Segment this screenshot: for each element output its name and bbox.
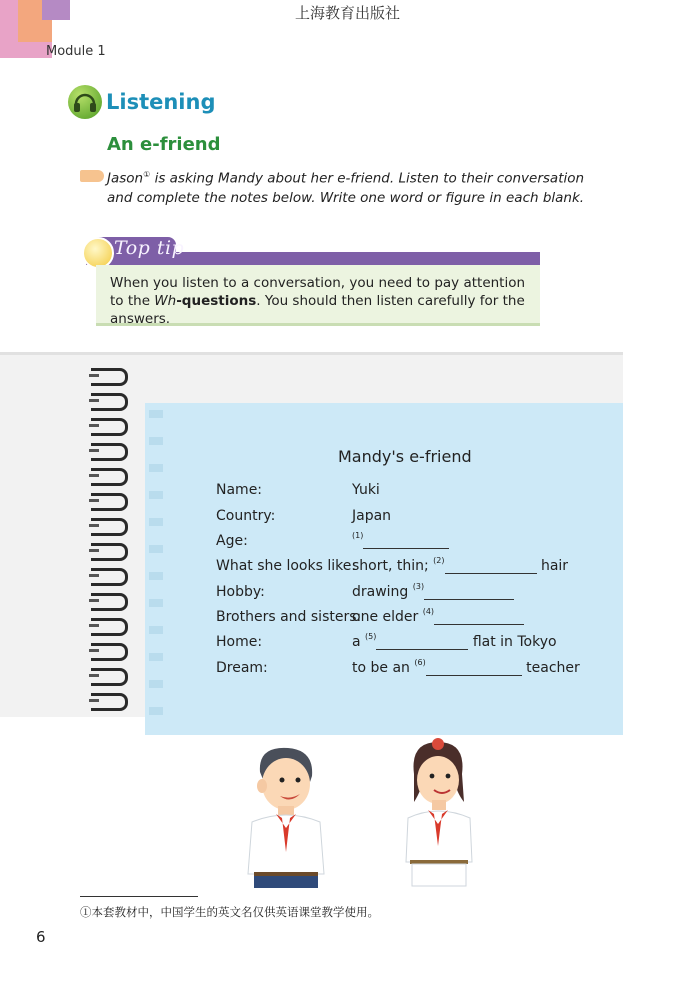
module-label: Module 1: [46, 44, 106, 59]
answer-blank-2[interactable]: [445, 559, 537, 574]
answer-blank-1[interactable]: [363, 534, 449, 549]
blank-number: (2): [433, 556, 445, 565]
note-value: drawing: [352, 584, 413, 600]
note-value: Japan: [352, 508, 392, 524]
answer-blank-5[interactable]: [376, 635, 468, 650]
note-suffix: flat in Tokyo: [468, 634, 557, 650]
note-label: What she looks like:: [216, 558, 357, 574]
tip-text-part2: . You should then listen carefully for the answers.: [110, 293, 525, 327]
note-label: Dream:: [216, 660, 268, 676]
section-subtitle: An e-friend: [107, 134, 221, 155]
instruction-marker-icon: [80, 170, 104, 182]
note-value: short, thin;: [352, 558, 434, 574]
boy-illustration: [238, 742, 330, 890]
note-suffix: hair: [536, 558, 569, 574]
note-label: Name:: [216, 482, 263, 498]
answer-blank-6[interactable]: [426, 661, 522, 676]
tip-band: [150, 252, 540, 265]
instructions: [107, 165, 597, 208]
note-label: Hobby:: [216, 584, 265, 600]
note-value: a: [352, 634, 366, 650]
tip-label: Top tip: [114, 237, 185, 259]
note-suffix: teacher: [521, 660, 580, 676]
tip-text: [110, 274, 530, 328]
note-label: Country:: [216, 508, 276, 524]
blank-number: (4): [422, 607, 435, 616]
answer-blank-4[interactable]: [434, 610, 524, 625]
note-label: Age:: [216, 533, 248, 549]
footnote: ①本套教材中，中国学生的英文名仅供英语课堂教学使用。: [80, 905, 379, 919]
notes-title: Mandy's e-friend: [338, 447, 472, 466]
tip-wh: Wh: [154, 293, 177, 309]
blank-number: (6): [414, 658, 426, 667]
note-value: Yuki: [352, 482, 380, 498]
section-title: Listening: [106, 90, 216, 114]
tip-questions: -questions: [176, 293, 257, 309]
publisher-header: 上海教育出版社: [294, 4, 400, 22]
instruction-name: Jason: [107, 170, 144, 187]
girl-illustration: [396, 738, 480, 888]
page-number: 6: [36, 928, 46, 946]
footnote-mark: ①: [143, 170, 151, 179]
blank-number: (5): [365, 632, 377, 641]
headphones-icon: [68, 85, 102, 119]
note-value: to be an: [352, 660, 415, 676]
blank-number: (3): [412, 582, 425, 591]
instruction-text: is asking Mandy about her e-friend. Listen to their conversation and complete the notes below. Write one word or figure in each blank.: [107, 170, 585, 206]
note-value: one elder: [352, 609, 423, 625]
footnote-rule: [80, 896, 198, 897]
note-label: Home:: [216, 634, 263, 650]
answer-blank-3[interactable]: [424, 585, 514, 600]
note-label: Brothers and sisters:: [216, 609, 362, 625]
blank-number: (1): [352, 531, 364, 540]
tip-text-part1: When you listen to a conversation, you need to pay attention to the: [110, 275, 526, 309]
